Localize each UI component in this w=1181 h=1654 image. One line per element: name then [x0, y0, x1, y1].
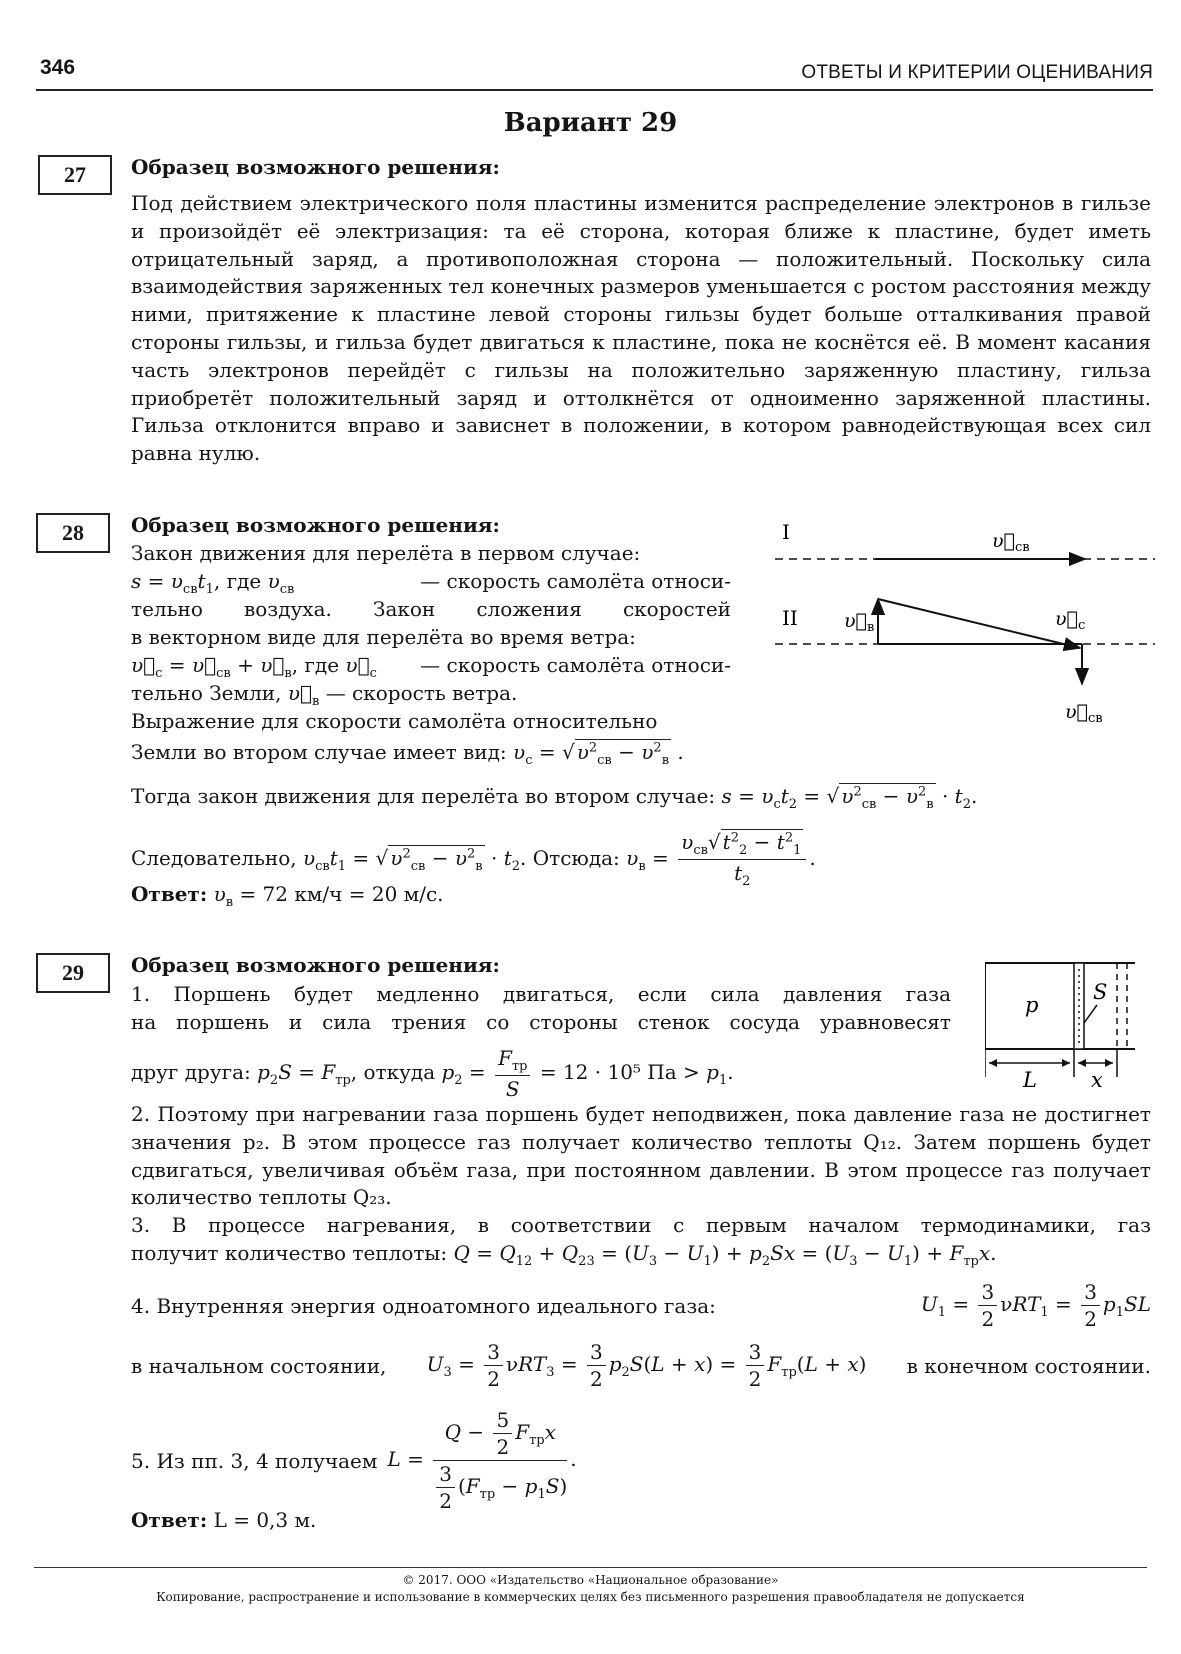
vc-vector [878, 599, 1080, 648]
task-number-29: 29 [36, 953, 110, 993]
running-header: ОТВЕТЫ И КРИТЕРИИ ОЦЕНИВАНИЯ [801, 62, 1153, 83]
task-29-point-1-line-2: на поршень и сила трения со стороны стенок сосуда уравновесят [131, 1010, 951, 1034]
formula-L: L = Q − $\frac{5}{2}$ $F_{тр}x$ $\frac{3}{2}$ $(F_{тр} - p_1S)$ . [387, 1408, 577, 1513]
task-28-answer: Ответ: $\upsilon_в = 72$ км/ч = 20 м/с. [131, 882, 444, 910]
velocity-vector-diagram [760, 515, 1160, 735]
task-29-point-4-line-2: в начальном состоянии, $U_3$ = $\frac{3}{2}$ νRT$_3$ = $\frac{3}{2}$ $p_2S(L + x)$ = $\frac{3}{2}$ $F_{тр}(L + x)$ в конечном состоянии. [131, 1340, 1151, 1391]
formula-first-law: $Q = Q_{12} + Q_{23} = (U_3 - U_1) + p_2Sx = (U_3 - U_1) + F_{тр}x$. [453, 1241, 997, 1269]
header-divider [36, 89, 1153, 91]
formula-s-vcb-t1: $s = \upsilon_{св}t_1$, где $\upsilon_{св}$ [131, 569, 295, 597]
vc-label: $\upsilon⃗_с$ [1055, 608, 1086, 633]
task-28-line-4: в векторном виде для перелёта во время ветра: [131, 625, 636, 649]
vcb-label-bottom: $\upsilon⃗_{св}$ [1065, 701, 1103, 726]
formula-s-vc-t2: $s = \upsilon_сt_2$ = √ $\upsilon^2_{св} - \upsilon^2_в \cdot t_2$. [721, 784, 978, 812]
copyright-notice: Копирование, распространение и использование в коммерческих целях без письменного разрешения правообладателя не допускается [156, 1590, 1025, 1604]
formula-U1: $U_1$ = $\frac{3}{2}$ νRT$_1$ = $\frac{3}{2}$ $p_1SL$ [920, 1280, 1151, 1331]
task-28-line-3: тельно воздуха. Закон сложения скоростей [131, 597, 731, 621]
task-29-point-2: 2. Поэтому при нагревании газа поршень будет неподвижен, пока давление газа не достигнет значения p₂. В этом процессе газ получает количество теплоты Q₁₂. Затем поршень будет сдвигаться, увеличивая объём газа, при постоянном давлении. В этом процессе газ получает количество теплоты Q₂₃. [131, 1102, 1151, 1210]
task-28-line-2: $s = \upsilon_{св}t_1$, где $\upsilon_{св}$ — скорость самолёта относи- [131, 569, 731, 597]
variant-title: Вариант 29 [503, 108, 678, 138]
task-28-line-9: Тогда закон движения для перелёта во втором случае: $s = \upsilon_сt_2$ = √ $\upsilon^2_{св} - \upsilon^2_в \cdot t_2$. [131, 784, 978, 812]
task-28-line-1: Закон движения для перелёта в первом случае: [131, 541, 641, 565]
displacement-label: x [1091, 1068, 1103, 1092]
case-2-label: II [782, 606, 798, 630]
task-29-heading: Образец возможного решения: [131, 953, 500, 977]
page-number: 346 [40, 56, 76, 79]
formula-vb: $\upsilon_в$ = $\frac{\upsilon_{св}√ t^2_2 - t^2_1}{t_2}$ . [626, 830, 816, 889]
vcb-label-top: $\upsilon⃗_{св}$ [992, 530, 1030, 555]
task-27-heading: Образец возможного решения: [131, 155, 500, 179]
task-number-27: 27 [38, 155, 112, 195]
task-28-line-8: Земли во втором случае имеет вид: $\upsilon_с$ = √ $\upsilon^2_{св} - \upsilon^2_в$ . [131, 740, 684, 768]
task-28-line-5: $\upsilon⃗_с$ = $\upsilon⃗_{св}$ + $\upsilon⃗_в$, где $\upsilon⃗_с$ — скорость самолёта относи- [131, 653, 731, 681]
task-28-heading: Образец возможного решения: [131, 513, 500, 537]
footer-divider [34, 1567, 1147, 1568]
cylinder-walls [985, 963, 1135, 1049]
task-number-28: 28 [36, 513, 110, 553]
task-29-point-1-line-3: друг друга: $p_2S = F_{тр}$, откуда $p_2$ = $\frac{F_{тр}}{S}$ = 12 · 10⁵ Па > $p_1$. [131, 1046, 734, 1101]
task-29-point-5: 5. Из пп. 3, 4 получаем L = Q − $\frac{5}{2}$ $F_{тр}x$ $\frac{3}{2}$ $(F_{тр} - p_1S)$ . [131, 1408, 577, 1513]
formula-vc: $\upsilon_с$ = √ $\upsilon^2_{св} - \upsilon^2_в$ . [513, 740, 684, 768]
pressure-label: p [1025, 993, 1039, 1017]
formula-equality: $\upsilon_{св}t_1$ = √ $\upsilon^2_{св} - \upsilon^2_в \cdot t_2$ [302, 846, 521, 874]
copyright-line: © 2017. ООО «Издательство «Национальное образование» [402, 1573, 779, 1587]
task-27-solution-text: Под действием электрического поля пластины изменится распределение электронов в гильзе и произойдёт её электризация: та её сторона, которая ближе к пластине, будет иметь отрицательный заряд, а противоположная сторона — положительный. Поскольку сила взаимодействия заряженных тел конечных размеров уменьшается с ростом расстояния между ними, притяжение к пластине левой стороны гильзы будет больше отталкивания правой стороны гильзы, и гильза будет двигаться к пластине, пока не коснётся её. В момент касания часть электронов перейдёт с гильзы на положительно заряженную пластину, гильза приобретёт положительный заряд и оттолкнётся от одноименно заряженной пластины. Гильза отклонится вправо и зависнет в положении, в котором равнодействующая всех сил равна нулю. [131, 191, 1151, 466]
task-29-point-3-line-1: 3. В процессе нагревания, в соответствии с первым началом термодинамики, газ [131, 1213, 1151, 1237]
piston-cylinder-diagram [985, 955, 1155, 1095]
task-29-point-4-line-1: 4. Внутренняя энергия одноатомного идеального газа: $U_1$ = $\frac{3}{2}$ νRT$_1$ = $\frac{3}{2}$ $p_1SL$ [131, 1280, 1151, 1331]
case-1-label: I [782, 520, 790, 544]
area-pointer [1084, 1005, 1097, 1023]
formula-p2: $p_2$ = $\frac{F_{тр}}{S}$ [441, 1060, 533, 1084]
task-29-answer: Ответ: L = 0,3 м. [131, 1508, 317, 1532]
task-29-point-1-line-1: 1. Поршень будет медленно двигаться, если сила давления газа [131, 982, 951, 1006]
task-28-line-10: Следовательно, $\upsilon_{св}t_1$ = √ $\upsilon^2_{св} - \upsilon^2_в \cdot t_2$. Отсюда: $\upsilon_в$ = $\frac{\upsilon_{св}√ t^2_2 - t^2_1}{t_2}$ . [131, 830, 816, 889]
task-28-line-7: Выражение для скорости самолёта относительно [131, 709, 658, 733]
formula-vector-sum: $\upsilon⃗_с$ = $\upsilon⃗_{св}$ + $\upsilon⃗_в$, где $\upsilon⃗_с$ [131, 653, 377, 681]
length-label: L [1023, 1068, 1037, 1092]
task-29-point-3-line-2: получит количество теплоты: $Q = Q_{12} + Q_{23} = (U_3 - U_1) + p_2Sx = (U_3 - U_1) + F_{тр}x$. [131, 1241, 997, 1269]
task-28-line-6: тельно Земли, $\upsilon⃗_в$ — скорость ветра. [131, 681, 518, 709]
formula-U3: $U_3$ = $\frac{3}{2}$ νRT$_3$ = $\frac{3}{2}$ $p_2S(L + x)$ = $\frac{3}{2}$ $F_{тр}(L + x)$ [426, 1340, 867, 1391]
area-label: S [1093, 980, 1108, 1004]
vb-label: $\upsilon⃗_в$ [844, 610, 875, 635]
formula-p2S: $p_2S = F_{тр}$ [257, 1060, 351, 1088]
